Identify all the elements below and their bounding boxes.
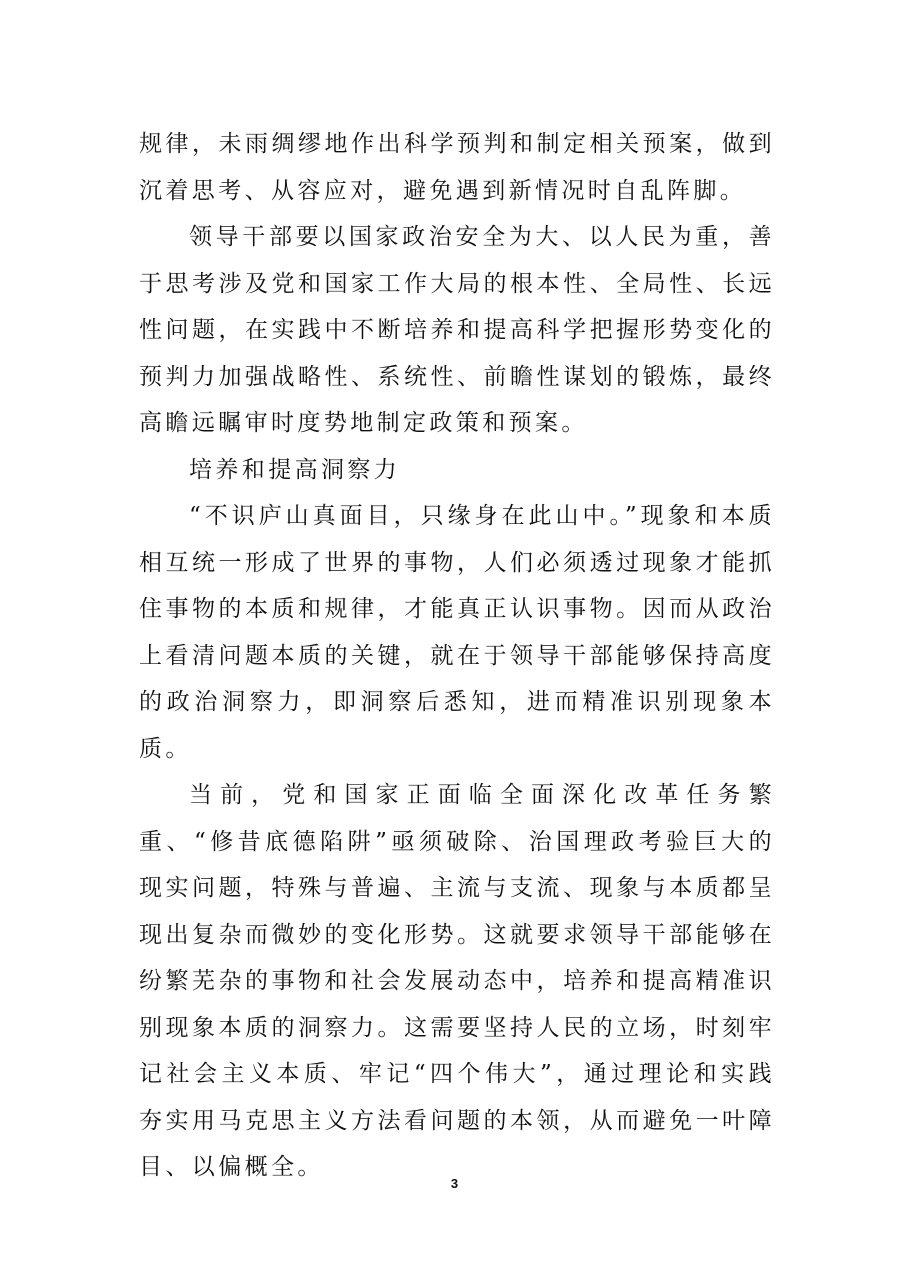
section-heading: 培养和提高洞察力 [189,456,401,483]
paragraph-4: 当前，党和国家正面临全面深化改革任务繁重、“修昔底德陷阱”亟须破除、治国理政考验巨大的现实问题，特殊与普遍、主流与支流、现象与本质都呈现出复杂而微妙的变化形势。这就要求领导干部能够在纷繁芜杂的事物和社会发展动态中，培养和提高精准识别现象本质的洞察力。这需要坚持人民的立场，时刻牢记社会主义本质、牢记“四个伟大”，通过理论和实践夯实用马克思主义方法看问题的本领，从而避免一叶障目、以偏概全。 [139,782,775,1180]
paragraph-3: “不识庐山真面目，只缘身在此山中。”现象和本质相互统一形成了世界的事物，人们必须透过现象才能抓住事物的本质和规律，才能真正认识事物。因而从政治上看清问题本质的关键，就在于领导干部能够保持高度的政治洞察力，即洞察后悉知，进而精准识别现象本质。 [139,503,775,762]
paragraph-1: 规律，未雨绸缪地作出科学预判和制定相关预案，做到沉着思考、从容应对，避免遇到新情况时自乱阵脚。 [139,131,775,204]
paragraph-2: 领导干部要以国家政治安全为大、以人民为重，善于思考涉及党和国家工作大局的根本性、全局性、长远性问题，在实践中不断培养和提高科学把握形势变化的预判力加强战略性、系统性、前瞻性谋划的锻炼，最终高瞻远瞩审时度势地制定政策和预案。 [139,224,775,436]
page-number: 3 [450,1176,459,1191]
document-body [139,121,775,1191]
